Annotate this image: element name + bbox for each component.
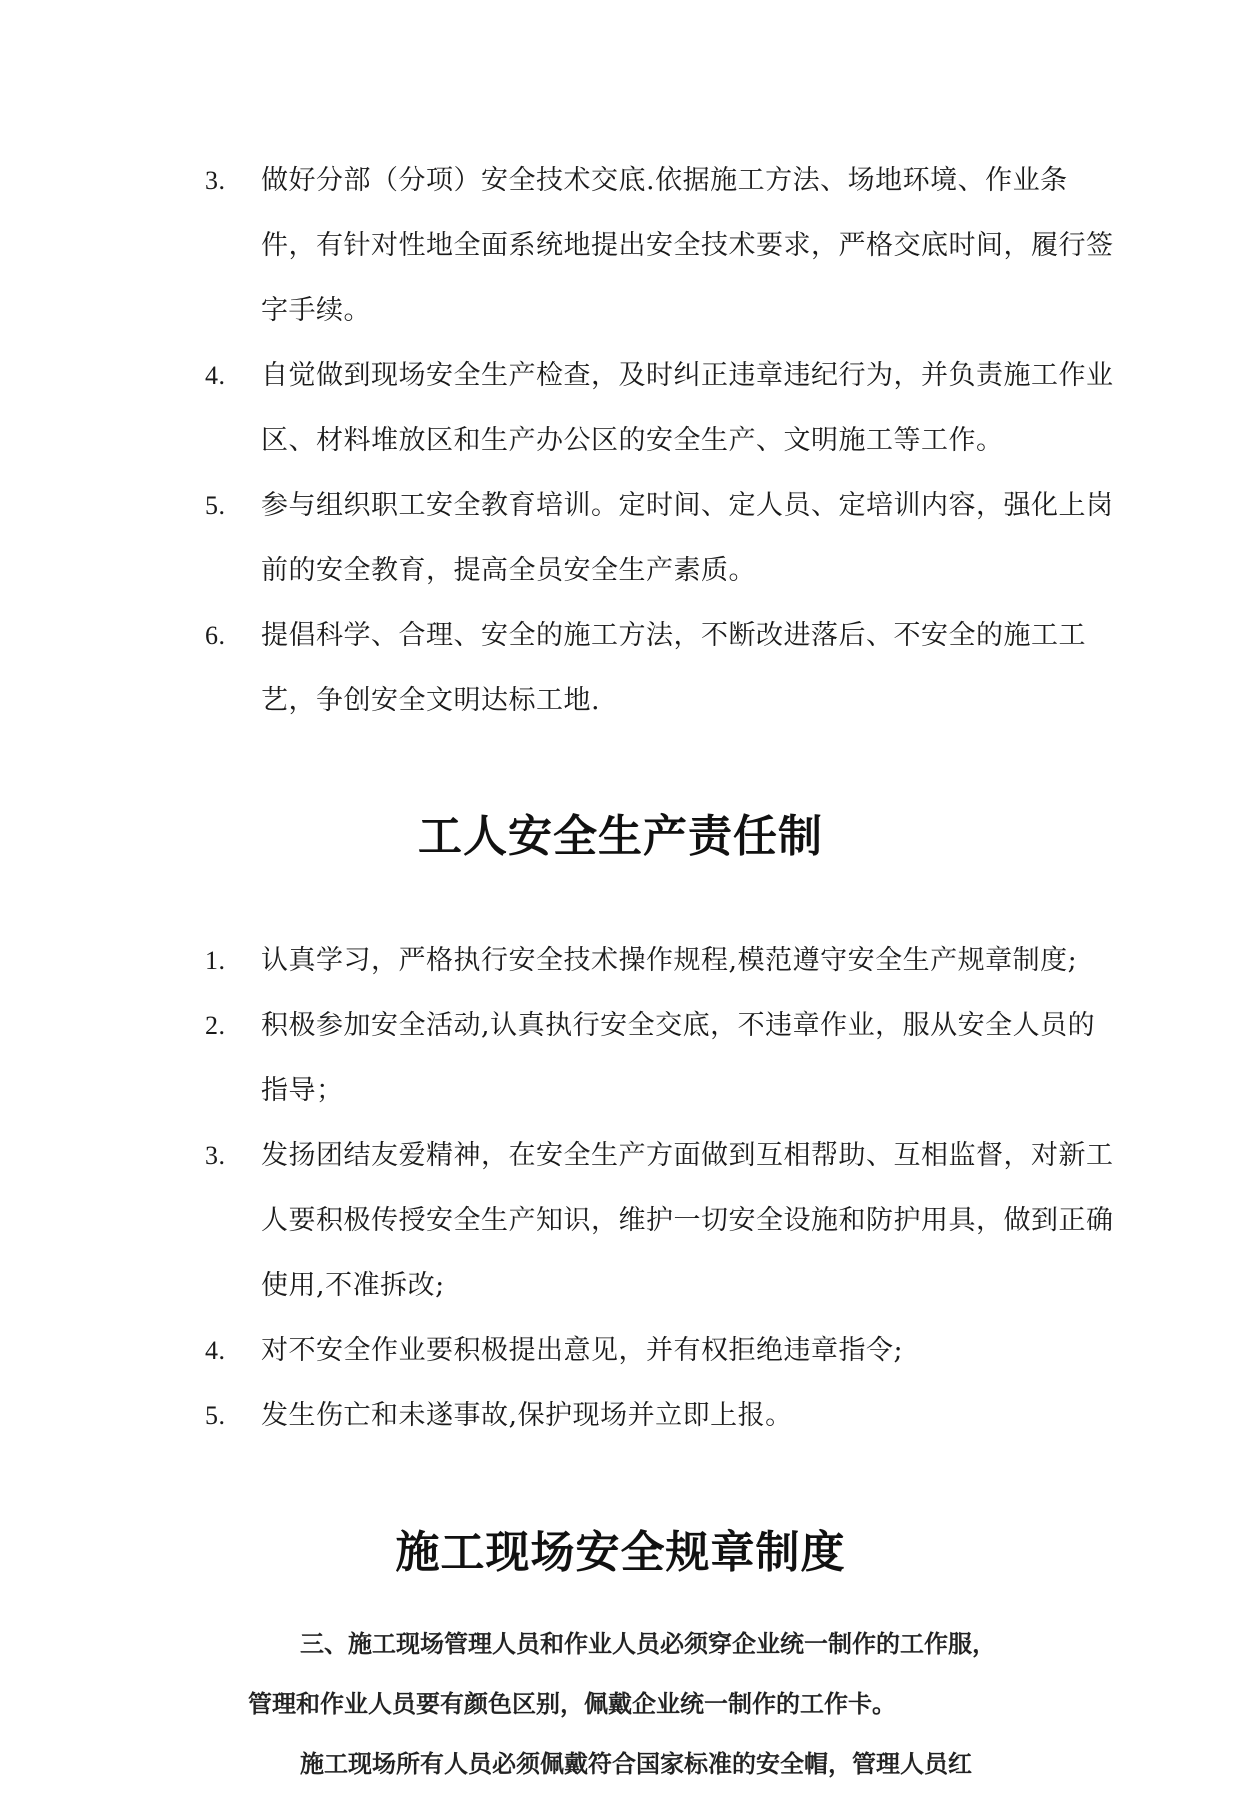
list-item-number: 3. xyxy=(205,166,226,195)
list-item-number: 4. xyxy=(205,361,226,390)
list-item-text: 参与组织职工安全教育培训。定时间、定人员、定培训内容，强化上岗前的安全教育，提高全员安全生产素质。 xyxy=(261,490,1114,586)
section-c-title: 施工现场安全规章制度 xyxy=(395,1527,846,1578)
list-item-text: 自觉做到现场安全生产检查，及时纠正违章违纪行为，并负责施工作业区、材料堆放区和生产办公区的安全生产、文明施工等工作。 xyxy=(261,360,1114,456)
list-item-text: 做好分部（分项）安全技术交底.依据施工方法、场地环境、作业条件，有针对性地全面系统地提出安全技术要求，严格交底时间，履行签字手续。 xyxy=(261,165,1114,326)
list-item-number: 5. xyxy=(205,1401,226,1430)
list-item-text: 对不安全作业要积极提出意见，并有权拒绝违章指令; xyxy=(261,1335,904,1366)
list-item-number: 1. xyxy=(205,946,226,975)
body-line: 施工现场所有人员必须佩戴符合国家标准的安全帽，管理人员红 xyxy=(300,1750,972,1778)
body-line: 三、施工现场管理人员和作业人员必须穿企业统一制作的工作服， xyxy=(300,1630,996,1658)
list-item-number: 4. xyxy=(205,1336,226,1365)
list-item xyxy=(0,1383,1121,1448)
section-a-list xyxy=(0,148,1241,733)
list-item-text: 积极参加安全活动,认真执行安全交底，不违章作业，服从安全人员的指导； xyxy=(261,1010,1096,1106)
list-item-text: 认真学习，严格执行安全技术操作规程,模范遵守安全生产规章制度; xyxy=(261,945,1078,976)
list-item xyxy=(0,343,1121,473)
list-item xyxy=(0,473,1121,603)
list-item-number: 2. xyxy=(205,1011,226,1040)
body-line: 管理和作业人员要有颜色区别，佩戴企业统一制作的工作卡。 xyxy=(248,1690,896,1718)
list-item xyxy=(0,603,1121,733)
list-item-text: 发扬团结友爱精神，在安全生产方面做到互相帮助、互相监督，对新工人要积极传授安全生产知识，维护一切安全设施和防护用具，做到正确使用,不准拆改; xyxy=(261,1140,1114,1301)
list-item-number: 5. xyxy=(205,491,226,520)
list-item xyxy=(0,1318,1121,1383)
list-item xyxy=(0,928,1121,993)
list-item xyxy=(0,148,1121,343)
list-item-text: 发生伤亡和未遂事故,保护现场并立即上报。 xyxy=(261,1400,793,1431)
list-item-number: 6. xyxy=(205,621,226,650)
section-b-list xyxy=(0,928,1241,1448)
section-b-title: 工人安全生产责任制 xyxy=(418,811,823,862)
list-item-text: 提倡科学、合理、安全的施工方法，不断改进落后、不安全的施工工艺，争创安全文明达标工地. xyxy=(261,620,1086,716)
list-item-number: 3. xyxy=(205,1141,226,1170)
list-item xyxy=(0,993,1121,1123)
section-c-body xyxy=(248,1614,1048,1794)
list-item xyxy=(0,1123,1121,1318)
